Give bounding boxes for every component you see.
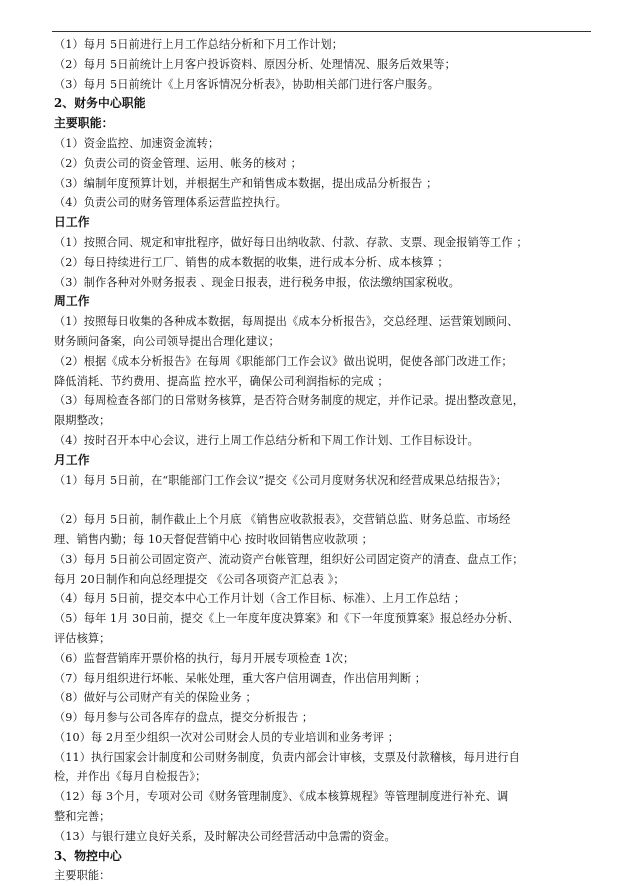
section-heading: 日工作 xyxy=(54,215,90,230)
paragraph-continuation: 降低消耗、节约费用、提高监 控水平，确保公司利润指标的完成 ； xyxy=(54,374,389,388)
paragraph-line: （3）每月 5日前统计《上月客诉情况分析表》，协助相关部门进行客户服务。 xyxy=(54,77,439,91)
paragraph-line: （1）按照合同、规定和审批程序，做好每日出纳收款、付款、存款、支票、现金报销等工作 ； xyxy=(54,235,528,249)
paragraph-continuation: 整和完善； xyxy=(54,810,111,824)
paragraph-line: （2）每月 5日前，制作截止上个月底 《销售应收款报表》，交营销总监、财务总监、市场经 xyxy=(54,513,511,527)
blank-line xyxy=(54,490,602,510)
paragraph-continuation: 理、销售内勤；每 10天督促营销中心 按时收回销售应收款项 ； xyxy=(54,532,373,546)
paragraph-line: （1）每月 5日前，在“职能部门工作会议”提交《公司月度财务状况和经营成果总结报告》； xyxy=(54,473,508,487)
paragraph-continuation: 财务顾问备案，向公司领导提出合理化建议； xyxy=(54,334,280,348)
paragraph-line: （4）按时召开本中心会议，进行上周工作总结分析和下周工作计划、工作目标设计。 xyxy=(54,433,479,447)
section-heading: 主要职能： xyxy=(54,116,114,131)
paragraph-line: （1）每月 5日前进行上月工作总结分析和下月工作计划； xyxy=(54,38,343,51)
section-heading: 周工作 xyxy=(54,294,90,309)
paragraph-line: （2）根据《成本分析报告》在每周《职能部门工作会议》做出说明，促使各部门改进工作； xyxy=(54,354,513,368)
paragraph-line: （7）每月组织进行坏帐、呆帐处理，重大客户信用调查，作出信用判断 ； xyxy=(54,671,427,685)
paragraph-continuation: 限期整改； xyxy=(54,414,111,428)
section-heading: 月工作 xyxy=(54,452,90,467)
paragraph-line: （10）每 2月至少组织一次对公司财会人员的专业培训和业务考评 ； xyxy=(54,730,400,744)
paragraph-line: （1）资金监控、加速资金流转； xyxy=(54,136,220,150)
paragraph-continuation: 每月 20日制作和向总经理提交 《公司各项资产汇总表 》； xyxy=(54,572,345,586)
paragraph-line: （13）与银行建立良好关系，及时解决公司经营活动中急需的资金。 xyxy=(54,829,396,843)
paragraph-line: （9）每月参与公司各库存的盘点，提交分析报告 ； xyxy=(54,711,314,725)
paragraph-line: （2）每月 5日前统计上月客户投诉资料、原因分析、处理情况、服务后效果等； xyxy=(54,57,456,71)
paragraph-continuation: 评估核算； xyxy=(54,631,111,645)
paragraph-line: （4）负责公司的财务管理体系运营监控执行。 xyxy=(54,196,287,210)
paragraph-line: （5）每年 1月 30日前，提交《上一年度年度决算案》和《下一年度预算案》报总经办分析、 xyxy=(54,612,520,626)
paragraph-line: （3）编制年度预算计划，并根据生产和销售成本数据，提出成品分析报告 ； xyxy=(54,176,438,190)
paragraph-line: （3）制作各种对外财务报表 、现金日报表，进行税务申报，依法缴纳国家税收。 xyxy=(54,275,460,289)
section-heading: 2、财务中心职能 xyxy=(54,96,146,111)
paragraph-continuation: 检，并作出《每月自检报告》； xyxy=(54,770,207,784)
section-heading: 3、物控中心 xyxy=(54,848,122,863)
paragraph-line: （1）按照每日收集的各种成本数据，每周提出《成本分析报告》，交总经理、运营策划顾问、 xyxy=(54,315,519,329)
paragraph-line: （6）监督营销库开票价格的执行，每月开展专项检查 1次； xyxy=(54,651,355,665)
paragraph-line: （2）负责公司的资金管理、运用、帐务的核对 ； xyxy=(54,156,302,170)
paragraph-line: （8）做好与公司财产有关的保险业务 ； xyxy=(54,691,257,705)
document-body xyxy=(54,35,602,886)
paragraph-line: （12）每 3个月，专项对公司《财务管理制度》、《成本核算规程》等管理制度进行补充、调 xyxy=(54,790,509,804)
paragraph-line: 主要职能： xyxy=(54,869,111,883)
paragraph-line: （2）每日持续进行工厂、销售的成本数据的收集，进行成本分析、成本核算 ； xyxy=(54,255,449,269)
paragraph-line: （4）每月 5日前，提交本中心工作月计划（含工作目标、标准）、上月工作总结 ； xyxy=(54,592,466,606)
header-rule xyxy=(52,31,591,32)
paragraph-line: （3）每月 5日前公司固定资产、流动资产台帐管理，组织好公司固定资产的清查、盘点工作； xyxy=(54,552,524,566)
paragraph-line: （11）执行国家会计制度和公司财务制度，负责内部会计审核，支票及付款稽核，每月进行自 xyxy=(54,750,520,764)
paragraph-line: （3）每周检查各部门的日常财务核算，是否符合财务制度的规定，并作记录。提出整改意见， xyxy=(54,394,525,408)
